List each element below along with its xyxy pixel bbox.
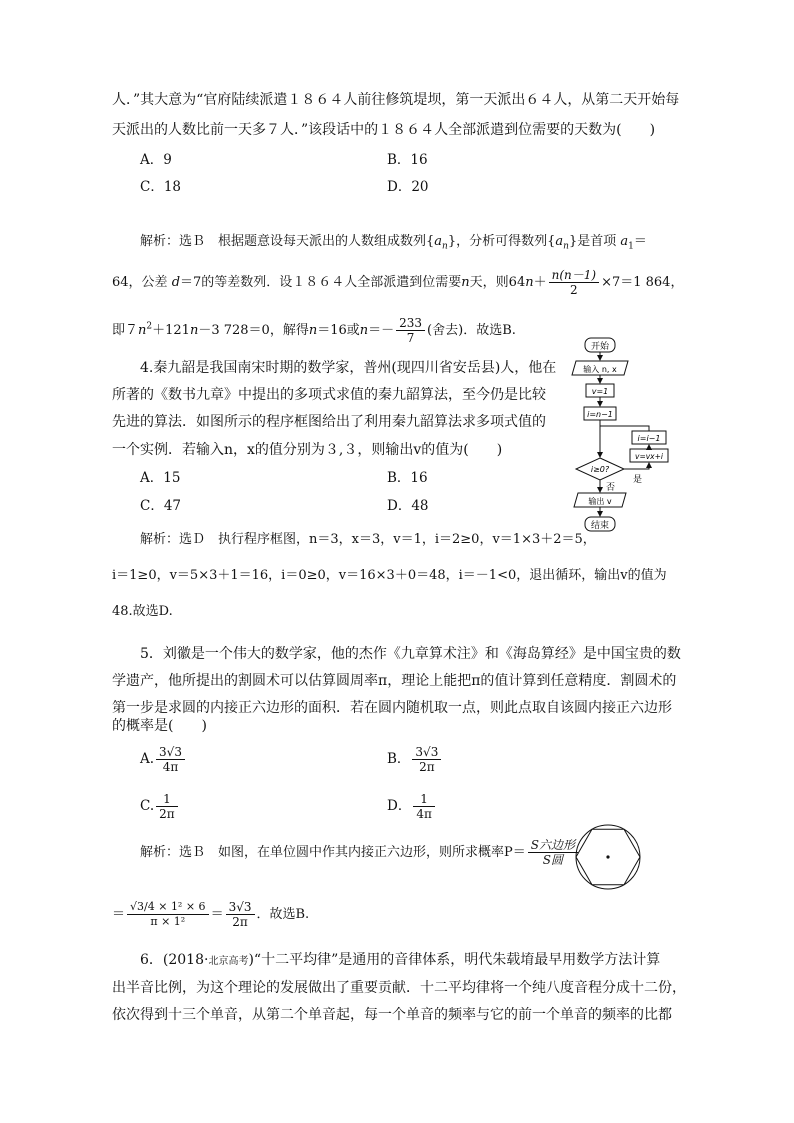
- q5-option-a-num: 3√3: [156, 745, 185, 760]
- flow-update-v-text: v=vx+i: [635, 452, 663, 461]
- q4-option-b: B．16: [387, 470, 428, 486]
- q3-sol2-text-a: 64，公差: [112, 275, 168, 290]
- q5-solution-line-1: [140, 838, 580, 867]
- q4-solution-line-3: 48.故选D.: [112, 604, 173, 619]
- q4-line-4: 一个实例．若输入n，x的值分别为３,３，则输出v的值为( ): [112, 442, 503, 458]
- q5-line-2: 学遗产，他所提出的割圆术可以估算圆周率π，理论上能把π的值计算到任意精度．割圆术的: [112, 673, 677, 689]
- q5-option-b-label: B．: [387, 751, 411, 767]
- q3-sol3-text-a: 即７: [112, 323, 139, 338]
- q4-line-3: 先进的算法．如图所示的程序框图给出了利用秦九韶算法求多项式值的: [112, 414, 546, 430]
- q4-option-d: D．48: [387, 498, 429, 514]
- q3-sol3-frac-num: 233: [396, 316, 425, 331]
- q5-line-3: 第一步是求圆的内接正六边形的面积．若在圆内随机取一点，则此点取自该圆内接正六边形: [112, 700, 672, 716]
- q3-sol1-text-a: 解析：选Ｂ 根据题意设每天派出的人数组成数列{: [140, 234, 435, 249]
- q5-sol2-num: √3/4 × 1² × 6: [127, 900, 209, 915]
- q5-solution-line-2: ＝ $\frac{\text{√3/4 × 1² × 6}}{\text{π × 1²}}$ ＝ $\frac{3√3}{2\pi}$ ．故选B.: [112, 900, 310, 929]
- q5-option-c-num: 1: [156, 792, 178, 807]
- q6-line-1: [140, 950, 660, 972]
- q5-sol1-text: 解析：选Ｂ 如图，在单位圆中作其内接正六边形，则所求概率P＝: [140, 845, 526, 860]
- q5-line-1: 5．刘徽是一个伟大的数学家，他的杰作《九章算术注》和《海岛算经》是中国宝贵的数: [140, 646, 681, 662]
- q3-sol3-fraction: [396, 316, 425, 345]
- q3-solution-line-3: 即$7n^2+121n-3$ 728＝0，解得n＝16或n＝－ $\frac{233}{7}$ (舍去)．故选B.: [112, 316, 516, 345]
- q5-option-c-label: C.: [140, 798, 155, 814]
- flow-no-label: 否: [606, 483, 616, 493]
- q4-solution-line-2: i＝1≥0，v＝5×3＋1＝16，i＝0≥0，v＝16×3＋0＝48，i＝－1<0，退出循环，输出v的值为: [112, 568, 667, 583]
- q3-sol1-text-b: }，分析可得数列{: [447, 234, 556, 249]
- circle-center-dot: [606, 855, 609, 858]
- q5-sol2-res-den: 2π: [232, 915, 248, 929]
- q5-sol-frac-num: S六边形: [528, 838, 578, 853]
- q5-sol2-res-num: 3√3: [226, 900, 255, 915]
- q6-line1-text-b: )“十二平均律”是通用的音律体系，明代朱载堉最早用数学方法计算: [248, 952, 661, 968]
- q4-option-c: C．47: [140, 498, 182, 514]
- q5-option-b-num: 3√3: [412, 745, 441, 760]
- q3-sol2-text-d: ×7＝1 864，: [601, 275, 684, 290]
- q5-sol-frac-den: S圆: [542, 853, 563, 867]
- q3-sol3-frac-den: 7: [406, 331, 415, 345]
- q5-option-d: [387, 792, 437, 821]
- q4-line-2: 所著的《数书九章》中提出的多项式求值的秦九韶算法，至今仍是比较: [112, 387, 546, 403]
- q3-sol2-frac-num: n(n－1): [549, 268, 599, 283]
- q5-option-d-num: 1: [413, 792, 435, 807]
- q3-option-c: C．18: [140, 179, 182, 195]
- q3-sol2-frac-den: 2: [570, 283, 578, 297]
- q3-solution-line-2: 64，公差 d＝7的等差数列．设１８６４人全部派遣到位需要n天，则64n＋ $\frac{n(n-1)}{2}$ ×7＝1 864，: [112, 268, 684, 297]
- q3-sol2-fraction: [549, 268, 599, 297]
- q3-line-2: 天派出的人数比前一天多７人．”该段话中的１８６４人全部派遣到位需要的天数为( ): [112, 122, 656, 138]
- q5-sol2-eq: ＝: [210, 907, 224, 922]
- flowchart-diagram: [560, 335, 684, 540]
- q3-solution-line-1: 解析：选Ｂ 根据题意设每天派出的人数组成数列$\{a_n\}$，分析可得数列$\{a_n\}$是首项 $a_1=$: [140, 234, 647, 252]
- q3-sol1-text-d: ＝: [633, 234, 647, 249]
- q6-line-3: 依次得到十三个单音，从第二个单音起，每一个单音的频率与它的前一个单音的频率的比都: [112, 1007, 672, 1023]
- flow-yes-label: 是: [633, 475, 643, 485]
- q3-sol2-text-b: ＝7的等差数列．设１８６４人全部派遣到位需要: [180, 275, 462, 290]
- q3-sol3-text-e: ＝－: [368, 323, 395, 338]
- q3-option-d: D．20: [387, 179, 429, 195]
- q3-sol3-text-c: －3 728＝0，解得: [198, 323, 309, 338]
- q3-sol3-text-d: ＝16或: [317, 323, 360, 338]
- q3-sol2-text-c: 天，则64: [469, 275, 526, 290]
- q3-option-a: A．9: [140, 152, 172, 168]
- q3-sol3-text-f: (舍去)．故选B.: [427, 323, 516, 338]
- q5-sol2-den: π × 1²: [150, 915, 186, 928]
- q5-option-a: [140, 745, 187, 774]
- flow-input-text: 输入 n, x: [583, 365, 617, 374]
- q5-option-d-den: 4π: [416, 807, 432, 821]
- q4-option-a: A．15: [140, 470, 181, 486]
- q5-option-d-label: D．: [387, 798, 412, 814]
- q6-source-tag: 北京高考: [208, 956, 249, 967]
- q5-option-a-label: A.: [140, 751, 155, 767]
- flow-output-text: 输出 v: [588, 497, 612, 506]
- q5-option-b-den: 2π: [419, 760, 435, 774]
- q4-solution-line-1: 解析：选Ｄ 执行程序框图，n＝3，x＝3，v＝1，i＝2≥0，v＝1×3＋2＝5，: [140, 532, 596, 547]
- q5-option-c-den: 2π: [159, 807, 175, 821]
- q5-sol2-end: ．故选B.: [256, 907, 310, 922]
- flow-init-v-text: v=1: [591, 387, 609, 396]
- q4-line-1: 4.秦九韶是我国南宋时期的数学家，普州(现四川省安岳县)人，他在: [140, 360, 557, 376]
- q5-option-b: [387, 745, 443, 774]
- q3-sol3-text-b: ＋121: [152, 323, 190, 338]
- q6-line1-text-a: 6．(2018·: [140, 952, 209, 968]
- q6-line-2: 出半音比例，为这个理论的发展做出了重要贡献．十二平均律将一个纯八度音程分成十二份，: [112, 980, 686, 996]
- flow-init-i-text: i=n−1: [587, 410, 613, 419]
- q3-option-b: B．16: [387, 152, 428, 168]
- flow-start-text: 开始: [590, 342, 610, 352]
- flow-condition-text: i≥0?: [590, 465, 610, 474]
- q3-line-1: 人．”其大意为“官府陆续派遣１８６４人前往修筑堤坝，第一天派出６４人，从第二天开始每: [112, 92, 680, 108]
- q5-option-a-den: 4π: [162, 760, 179, 774]
- q5-option-c: [140, 792, 180, 821]
- flow-dec-i-text: i=i−1: [637, 434, 661, 443]
- q5-line-4: 的概率是( ): [112, 718, 207, 734]
- q3-sol1-text-c: }是首项: [568, 234, 617, 249]
- hexagon-circle-figure: [568, 822, 648, 892]
- flow-end-text: 结束: [590, 521, 610, 531]
